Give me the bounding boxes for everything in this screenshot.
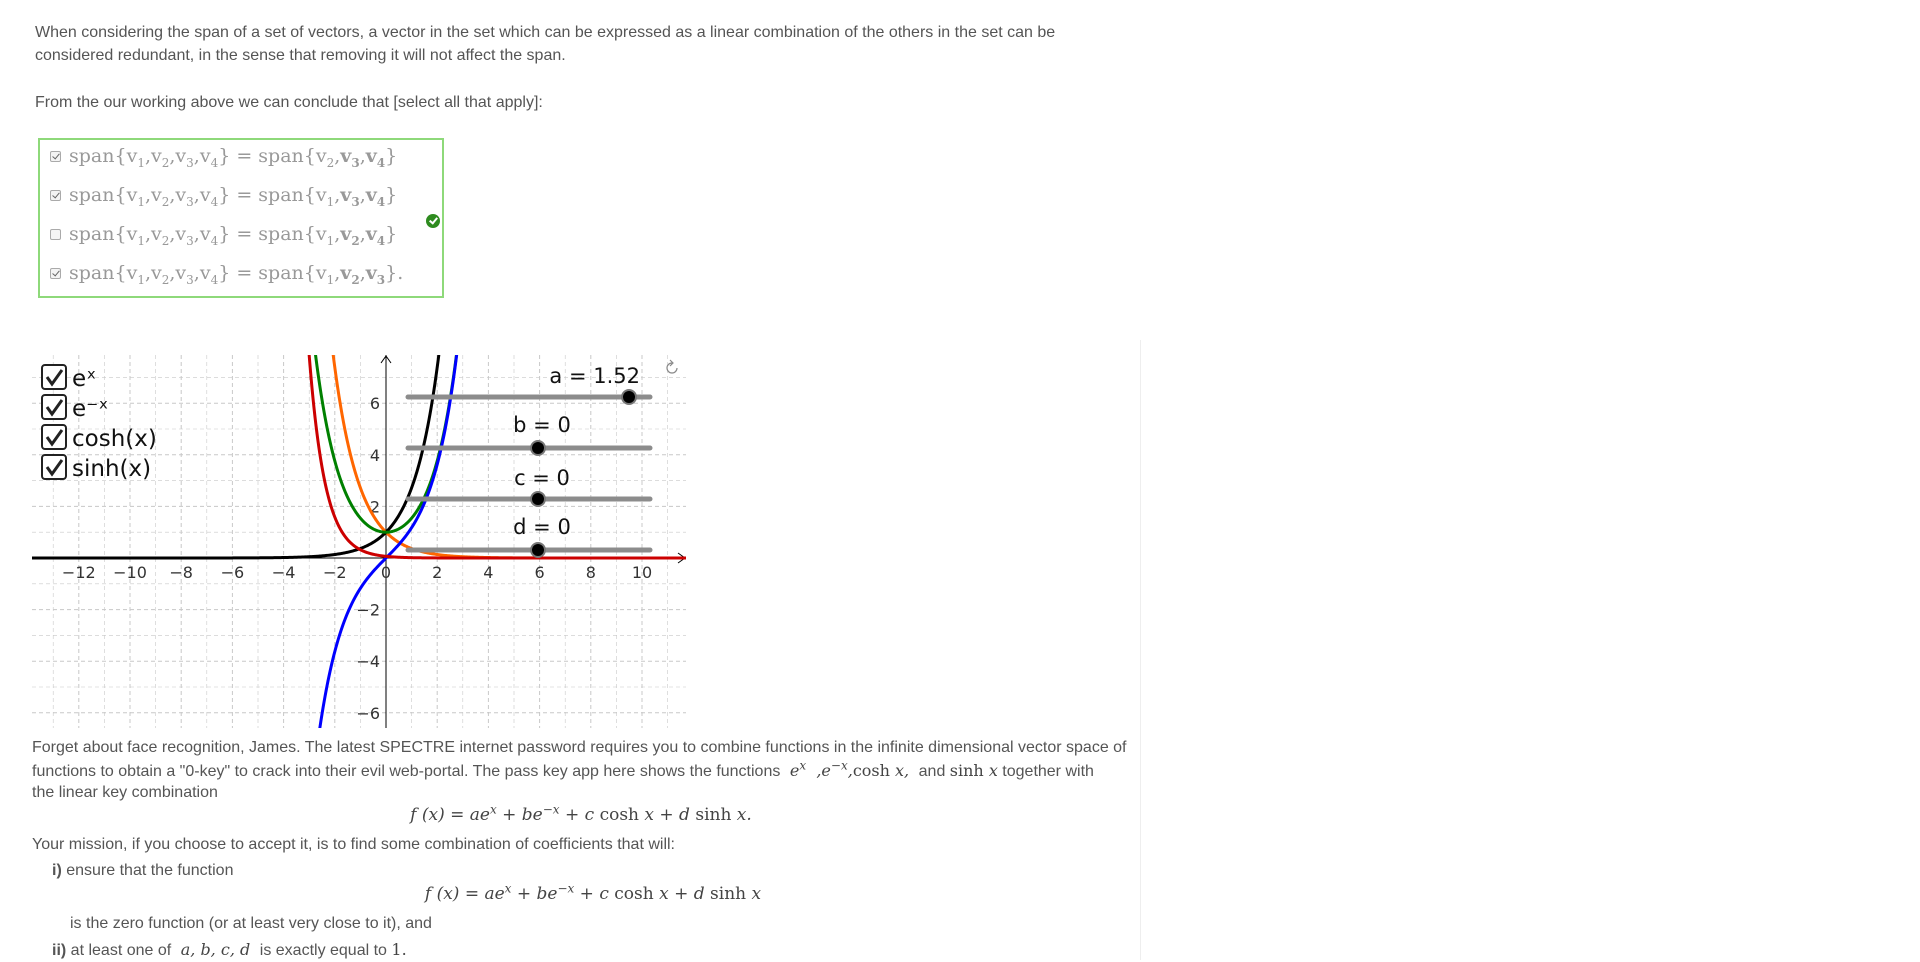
slider-label: b = 0 (513, 413, 571, 437)
legend-checkbox[interactable] (42, 395, 66, 419)
x-tick-label: −8 (169, 563, 193, 582)
slider-label: d = 0 (513, 515, 571, 539)
option-1[interactable]: $span\{v_1,v_2,v_3,v_4\}$ = $span\{v_2,v_3,v_4\}$ (50, 140, 397, 172)
option-1-checkbox[interactable] (50, 151, 61, 162)
legend-label: eˣ (72, 366, 97, 392)
sliders[interactable] (408, 364, 650, 557)
legend-checkbox[interactable] (42, 455, 66, 479)
x-tick-label: −12 (61, 563, 96, 582)
item-2-label: ii) (52, 942, 67, 959)
x-tick-label: −6 (220, 563, 245, 582)
x-tick-label: 6 (534, 563, 545, 582)
item-1-after: is the zero function (or at least very close to it), and (70, 915, 432, 932)
y-tick-label: 2 (369, 497, 380, 517)
y-tick-label: −2 (356, 600, 380, 620)
option-2[interactable]: $span\{v_1,v_2,v_3,v_4\}$ = $span\{v_1,v_3,v_4\}$ (50, 179, 397, 211)
function-graph[interactable] (32, 355, 686, 728)
option-3[interactable]: $span\{v_1,v_2,v_3,v_4\}$ = $span\{v_1,v_2,v_4\}$ (50, 218, 397, 250)
y-tick-label: 6 (369, 394, 380, 414)
question-prompt: From the our working above we can conclude that [select all that apply]: (35, 94, 543, 111)
coefficients-math: a, b, c, d (175, 940, 256, 959)
option-2-checkbox[interactable] (50, 190, 61, 201)
story-line-2b: together with (1002, 763, 1094, 780)
mission-text: Your mission, if you choose to accept it, is to find some combination of coefficients that will: (32, 836, 675, 853)
y-tick-label: −4 (356, 652, 380, 672)
item-1-text: ensure that the function (66, 862, 234, 879)
item-1-label: i) (52, 862, 62, 879)
grid (32, 355, 686, 728)
legend-checkbox[interactable] (42, 365, 66, 389)
intro-line-1: When considering the span of a set of vectors, a vector in the set which can be expressed as a linear combination of the others in the set can be (35, 24, 1056, 41)
intro-line-2: considered redundant, in the sense that removing it will not affect the span. (35, 47, 566, 64)
story-line-1: Forget about face recognition, James. The latest SPECTRE internet password requires you to combine functions in the infinite dimensional vector space of (32, 739, 1127, 756)
sinh-math: sinh x (949, 761, 998, 780)
option-4-checkbox[interactable] (50, 268, 61, 279)
legend-label: e⁻ˣ (72, 396, 109, 422)
x-tick-label: 8 (585, 563, 596, 582)
zero-function-equation: f $(x) = ae^x + be^{-x} + c$ cosh x + d sinh x (424, 881, 762, 904)
x-tick-label: 4 (483, 563, 494, 582)
story-line-3: the linear key combination (32, 784, 218, 801)
key-combination-equation: f $(x) = ae^x + be^{-x} + c$ cosh x + d sinh x. (410, 802, 752, 825)
legend[interactable] (42, 365, 157, 482)
item-1 (52, 859, 233, 882)
item-2 (52, 938, 407, 962)
option-4[interactable]: $span\{v_1,v_2,v_3,v_4\}$ = $span\{v_1,v_2,v_3\}$. (50, 257, 403, 289)
function-list-math: $e^x$ $,e^{-x},\cosh$ x, (784, 758, 915, 780)
slider-knob[interactable] (531, 543, 545, 557)
option-3-checkbox[interactable] (50, 229, 61, 240)
story-line-2a: functions to obtain a "0-key" to crack into their evil web-portal. The pass key app here shows the functions (32, 763, 781, 780)
slider-label: c = 0 (514, 466, 570, 490)
x-tick-label: −4 (271, 563, 296, 582)
curve-sinh (314, 355, 461, 728)
legend-checkbox[interactable] (42, 425, 66, 449)
legend-label: cosh(x) (72, 426, 157, 452)
item-2-text: at least one of (70, 942, 172, 959)
item-2-after: is exactly equal to (259, 942, 387, 959)
answer-options-box (38, 138, 444, 298)
x-tick-label: 0 (380, 563, 392, 582)
x-tick-label: 2 (432, 563, 443, 582)
slider-knob[interactable] (531, 492, 545, 506)
slider-knob[interactable] (622, 390, 636, 404)
reset-icon[interactable] (667, 360, 677, 373)
y-tick-label: 4 (369, 445, 380, 465)
slider-knob[interactable] (531, 441, 545, 455)
x-tick-label: −10 (113, 563, 147, 582)
column-divider (1140, 340, 1141, 960)
legend-label: sinh(x) (72, 456, 152, 482)
y-tick-label: −6 (356, 703, 380, 723)
correct-check-icon (426, 214, 440, 228)
x-tick-label: −2 (323, 563, 347, 582)
x-tick-label: 10 (631, 563, 653, 582)
slider-label: a = 1.52 (549, 364, 640, 388)
one-math: 1. (391, 940, 407, 959)
story-line-2: functions to obtain a "0-key" to crack into their evil web-portal. The pass key app here shows the functions $e^x$ $,e^{-x},\cosh$ x, and sinh x together with (32, 758, 1094, 780)
